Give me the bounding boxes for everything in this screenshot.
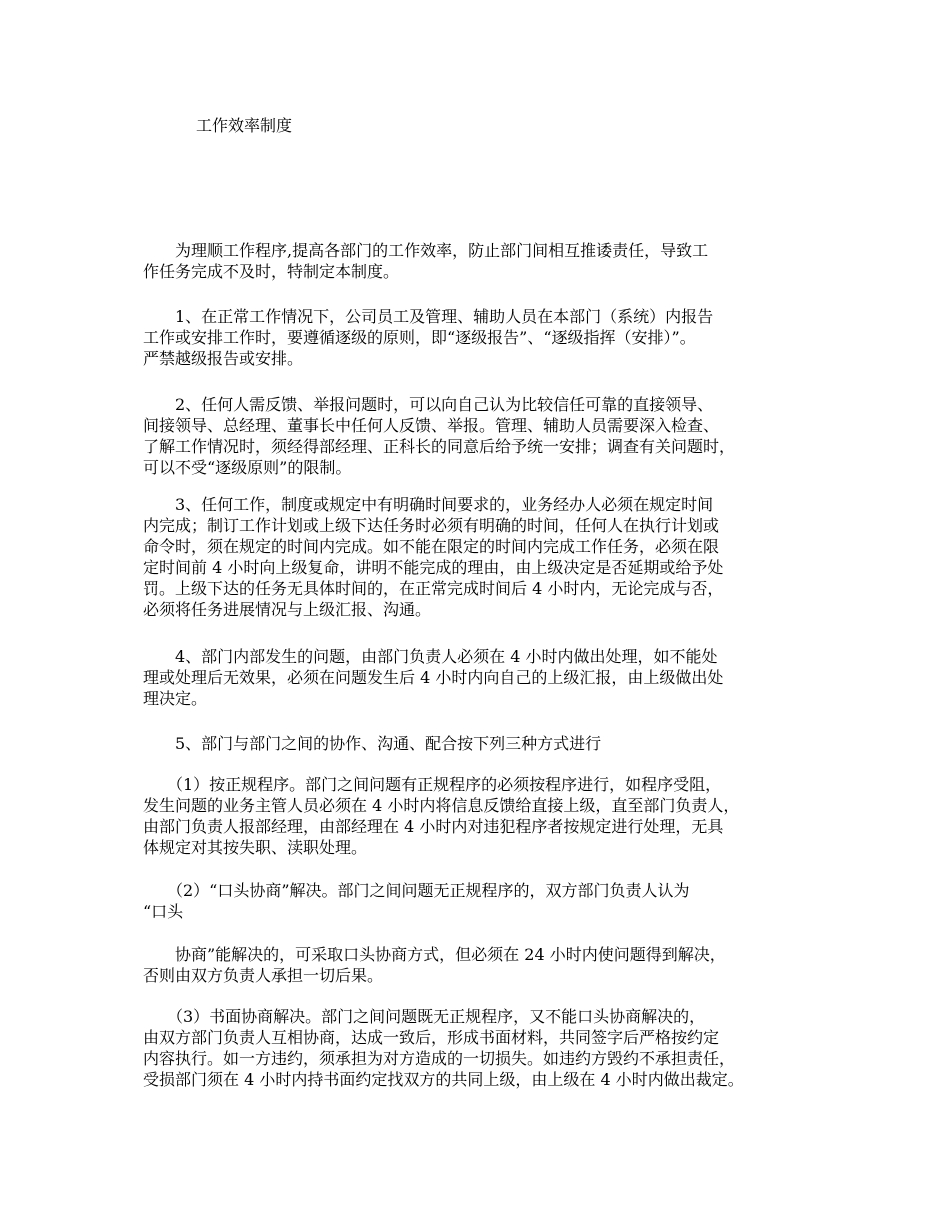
paragraph-line: 罚。上级下达的任务无具体时间的，在正常完成时间后 4 小时内，无论完成与否，	[143, 579, 724, 598]
paragraph-line: 发生问题的业务主管人员必须在 4 小时内将信息反馈给直接上级，直至部门负责人，	[143, 796, 740, 815]
paragraph-line: 定时间前 4 小时向上级复命，讲明不能完成的理由，由上级决定是否延期或给予处	[143, 558, 724, 577]
paragraph-line: 必须将任务进展情况与上级汇报、沟通。	[143, 600, 432, 619]
method-2-paragraph	[143, 880, 823, 922]
paragraph-line: 受损部门须在 4 小时内持书面约定找双方的共同上级，由上级在 4 小时内做出裁定。	[143, 1070, 744, 1089]
paragraph-line: 工作或安排工作时，要遵循逐级的原则，即“逐级报告”、“逐级指挥（安排）”。	[143, 328, 696, 347]
method-3-paragraph	[143, 1006, 823, 1090]
paragraph-line: 内完成；制订工作计划或上级下达任务时必须有明确的时间，任何人在执行计划或	[143, 516, 720, 535]
paragraph-line: 4、部门内部发生的问题，由部门负责人必须在 4 小时内做出处理，如不能处	[143, 647, 718, 666]
paragraph-line: 1、在正常工作情况下，公司员工及管理、辅助人员在本部门（系统）内报告	[143, 307, 714, 326]
paragraph-line: 作任务完成不及时，特制定本制度。	[143, 262, 400, 281]
intro-paragraph	[143, 240, 823, 282]
paragraph-line: 否则由双方负责人承担一切后果。	[143, 966, 384, 985]
paragraph-line: （2）“口头协商”解决。部门之间问题无正规程序的，双方部门负责人认为	[143, 881, 690, 900]
paragraph-line: 命令时，须在规定的时间内完成。如不能在限定的时间内完成工作任务，必须在限	[143, 537, 720, 556]
paragraph-line: 理或处理后无效果，必须在问题发生后 4 小时内向自己的上级汇报，由上级做出处	[143, 668, 724, 687]
paragraph-line: 为理顺工作程序,提高各部门的工作效率，防止部门间相互推诿责任，导致工	[143, 241, 709, 260]
paragraph-line: 由部门负责人报部经理，由部经理在 4 小时内对违犯程序者按规定进行处理，无具	[143, 817, 724, 836]
paragraph-line: 严禁越级报告或安排。	[143, 349, 304, 368]
paragraph-line: “口头	[143, 902, 184, 921]
paragraph-line: 可以不受“逐级原则”的限制。	[143, 458, 352, 477]
method-2-continuation	[143, 944, 823, 986]
paragraph-line: 了解工作情况时，须经得部经理、正科长的同意后给予统一安排；调查有关问题时，	[143, 437, 736, 456]
clause-3-paragraph	[143, 494, 823, 620]
method-1-paragraph	[143, 774, 823, 858]
clause-2-paragraph	[143, 394, 823, 478]
clause-1-paragraph	[143, 306, 823, 369]
paragraph-line: 2、任何人需反馈、举报问题时，可以向自己认为比较信任可靠的直接领导、	[143, 395, 714, 414]
document-title: 工作效率制度	[196, 116, 293, 135]
paragraph-line: 间接领导、总经理、董事长中任何人反馈、举报。管理、辅助人员需要深入检查、	[143, 416, 720, 435]
paragraph-line: 内容执行。如一方违约，须承担为对方造成的一切损失。如违约方毁约不承担责任，	[143, 1049, 736, 1068]
paragraph-line: （3）书面协商解决。部门之间问题既无正规程序，又不能口头协商解决的，	[143, 1007, 706, 1026]
paragraph-line: 理决定。	[143, 689, 208, 708]
paragraph-line: （1）按正规程序。部门之间问题有正规程序的必须按程序进行，如程序受阻，	[143, 775, 722, 794]
paragraph-line: 3、任何工作，制度或规定中有明确时间要求的，业务经办人必须在规定时间	[143, 495, 714, 514]
paragraph-line: 体规定对其按失职、渎职处理。	[143, 838, 368, 857]
paragraph-line: 由双方部门负责人互相协商，达成一致后，形成书面材料，共同签字后严格按约定	[143, 1028, 720, 1047]
paragraph-line: 协商”能解决的，可采取口头协商方式，但必须在 24 小时内使问题得到解决，	[143, 945, 726, 964]
clause-4-paragraph	[143, 646, 823, 709]
clause-5-paragraph	[143, 733, 823, 754]
paragraph-line: 5、部门与部门之间的协作、沟通、配合按下列三种方式进行	[143, 734, 602, 753]
